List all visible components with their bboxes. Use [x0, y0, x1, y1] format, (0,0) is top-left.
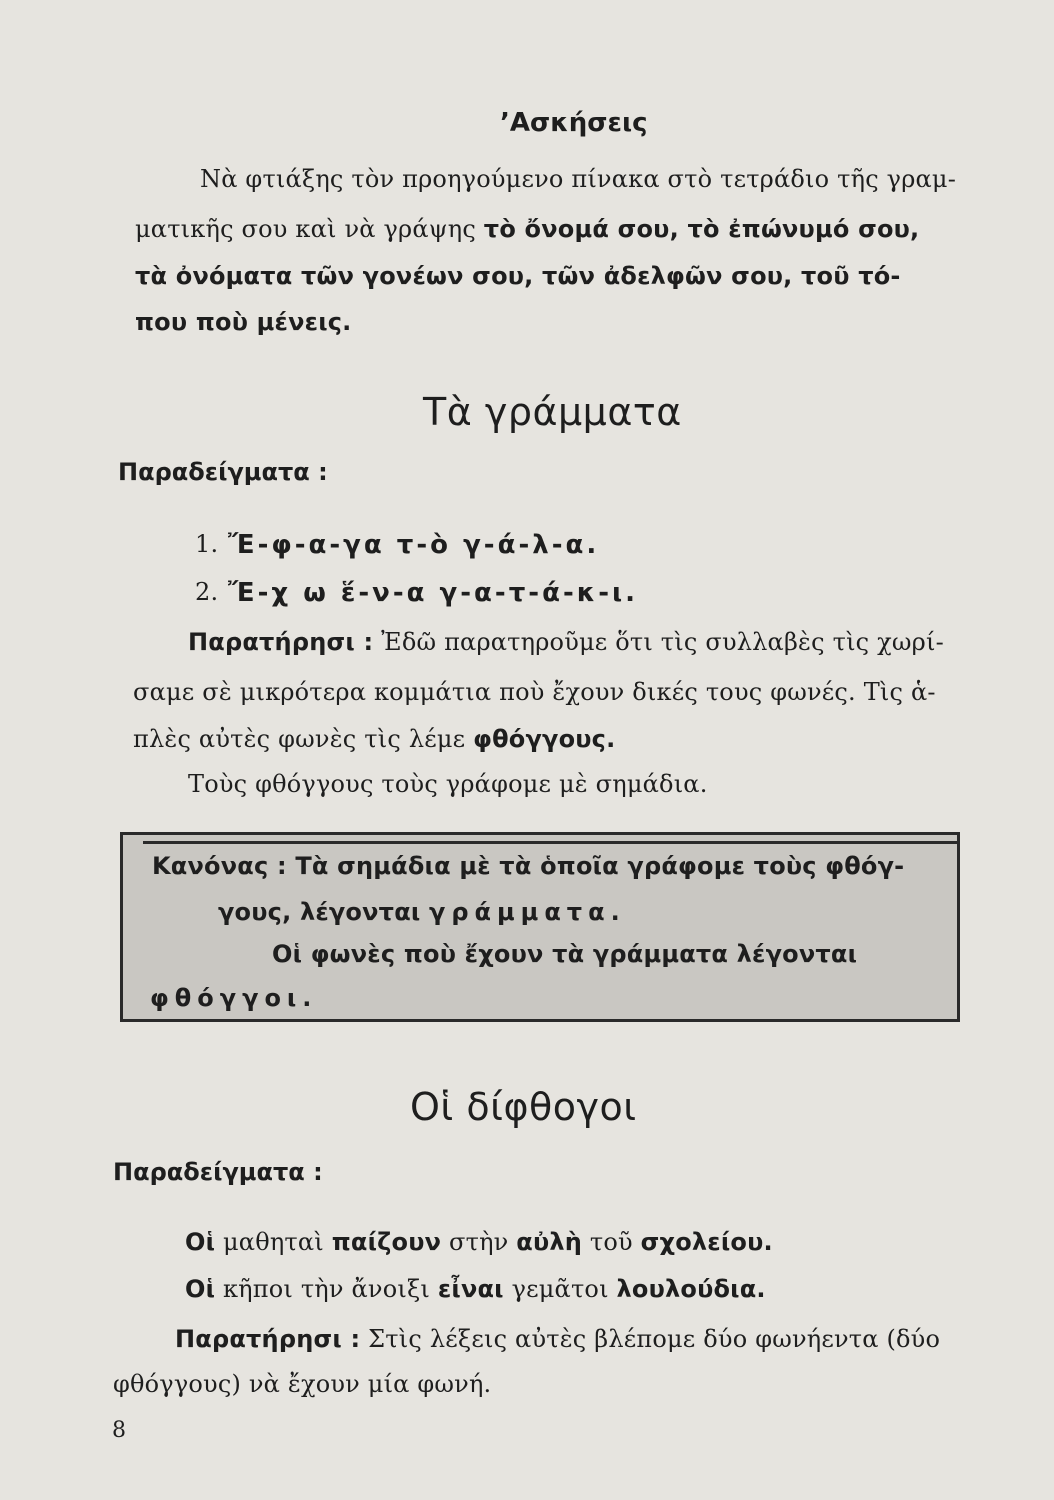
ex1-part-c: παίζουν — [331, 1228, 442, 1256]
rule-line-1 — [152, 852, 904, 880]
exercises-line-4: που ποὺ μένεις. — [135, 308, 352, 336]
example-1-number: 1. — [195, 530, 219, 558]
note-letters-line-2: σαμε σὲ μικρότερα κομμάτια ποὺ ἔχουν δικές τους φωνές. Τὶς ἁ- — [133, 678, 936, 706]
ex1-part-g: σχολείου. — [640, 1228, 773, 1256]
note-letters-text-1: Ἐδῶ παρατηροῦμε ὅτι τὶς συλλαβὲς τὶς χωρί- — [381, 628, 944, 656]
rule-line-4: φθόγγοι. — [150, 984, 318, 1012]
rule-text-2: γους, λέγονται — [218, 898, 429, 926]
note-diphthongs-line-2: φθόγγους) νὰ ἔχουν μία φωνή. — [113, 1370, 492, 1398]
exercises-line-1: Νὰ φτιάξης τὸν προηγούμενο πίνακα στὸ τετράδιο τῆς γραμ- — [200, 165, 957, 193]
note-label-letters: Παρατήρησι : — [188, 628, 374, 656]
ex2-part-d: γεμᾶτοι — [503, 1275, 617, 1303]
diphthong-example-1 — [185, 1228, 773, 1256]
ex2-part-a: Οἱ — [185, 1275, 216, 1303]
rule-line-2 — [218, 898, 626, 926]
exercises-line-2-bold: τὸ ὄνομά σου, τὸ ἐπώνυμό σου, — [483, 215, 920, 243]
exercises-line-2-plain: ματικῆς σου καὶ νὰ γράψης — [135, 215, 484, 243]
ex1-part-d: στὴν — [441, 1228, 517, 1256]
diphthong-example-2 — [185, 1275, 766, 1303]
example-2-number: 2. — [195, 578, 219, 606]
note-diphthongs-text-1: Στὶς λέξεις αὐτὲς βλέπομε δύο φωνήεντα (δύο — [360, 1325, 941, 1353]
ex1-part-b: μαθηταὶ — [215, 1228, 332, 1256]
note-label-diphthongs: Παρατήρησι : — [175, 1325, 361, 1353]
rule-label: Κανόνας : — [152, 852, 287, 880]
rule-text-1: Τὰ σημάδια μὲ τὰ ὁποῖα γράφομε τοὺς φθόγ- — [295, 852, 905, 880]
term-letters-spaced: γράμματα. — [428, 898, 626, 926]
section-title-diphthongs: Οἱ δίφθογοι — [410, 1085, 637, 1129]
rule-line-3: Οἱ φωνὲς ποὺ ἔχουν τὰ γράμματα λέγονται — [272, 940, 858, 968]
ex2-part-c: εἶναι — [437, 1275, 504, 1303]
exercises-line-2 — [135, 215, 919, 243]
ex1-part-f: τοῦ — [582, 1228, 641, 1256]
example-1: Ἔ-φ-α-γα τ-ὸ γ-ά-λ-α. — [228, 530, 600, 560]
page-number: 8 — [112, 1418, 127, 1443]
term-phthongs: φθόγγους. — [473, 725, 616, 753]
section-title-letters: Τὰ γράμματα — [423, 390, 682, 434]
exercises-heading: ’Ασκήσεις — [500, 108, 648, 138]
note-diphthongs-line-1 — [175, 1325, 940, 1353]
examples-label-diphthongs: Παραδείγματα : — [113, 1158, 323, 1186]
exercises-line-3: τὰ ὀνόματα τῶν γονέων σου, τῶν ἀδελφῶν σου, τοῦ τό- — [135, 262, 901, 290]
ex1-part-e: αὐλὴ — [516, 1228, 583, 1256]
note-letters-line-3-plain: πλὲς αὐτὲς φωνὲς τὶς λέμε — [133, 725, 474, 753]
ex2-part-e: λουλούδια. — [616, 1275, 766, 1303]
examples-label-letters: Παραδείγματα : — [118, 458, 328, 486]
note-letters-line-1 — [188, 628, 944, 656]
ex1-part-a: Οἱ — [185, 1228, 216, 1256]
note-letters-line-3 — [133, 725, 615, 753]
example-2: Ἔ-χ ω ἕ-ν-α γ-α-τ-ά-κ-ι. — [228, 578, 638, 608]
note-letters-line-4: Τοὺς φθόγγους τοὺς γράφομε μὲ σημάδια. — [188, 770, 708, 798]
ex2-part-b: κῆποι τὴν ἄνοιξι — [215, 1275, 438, 1303]
